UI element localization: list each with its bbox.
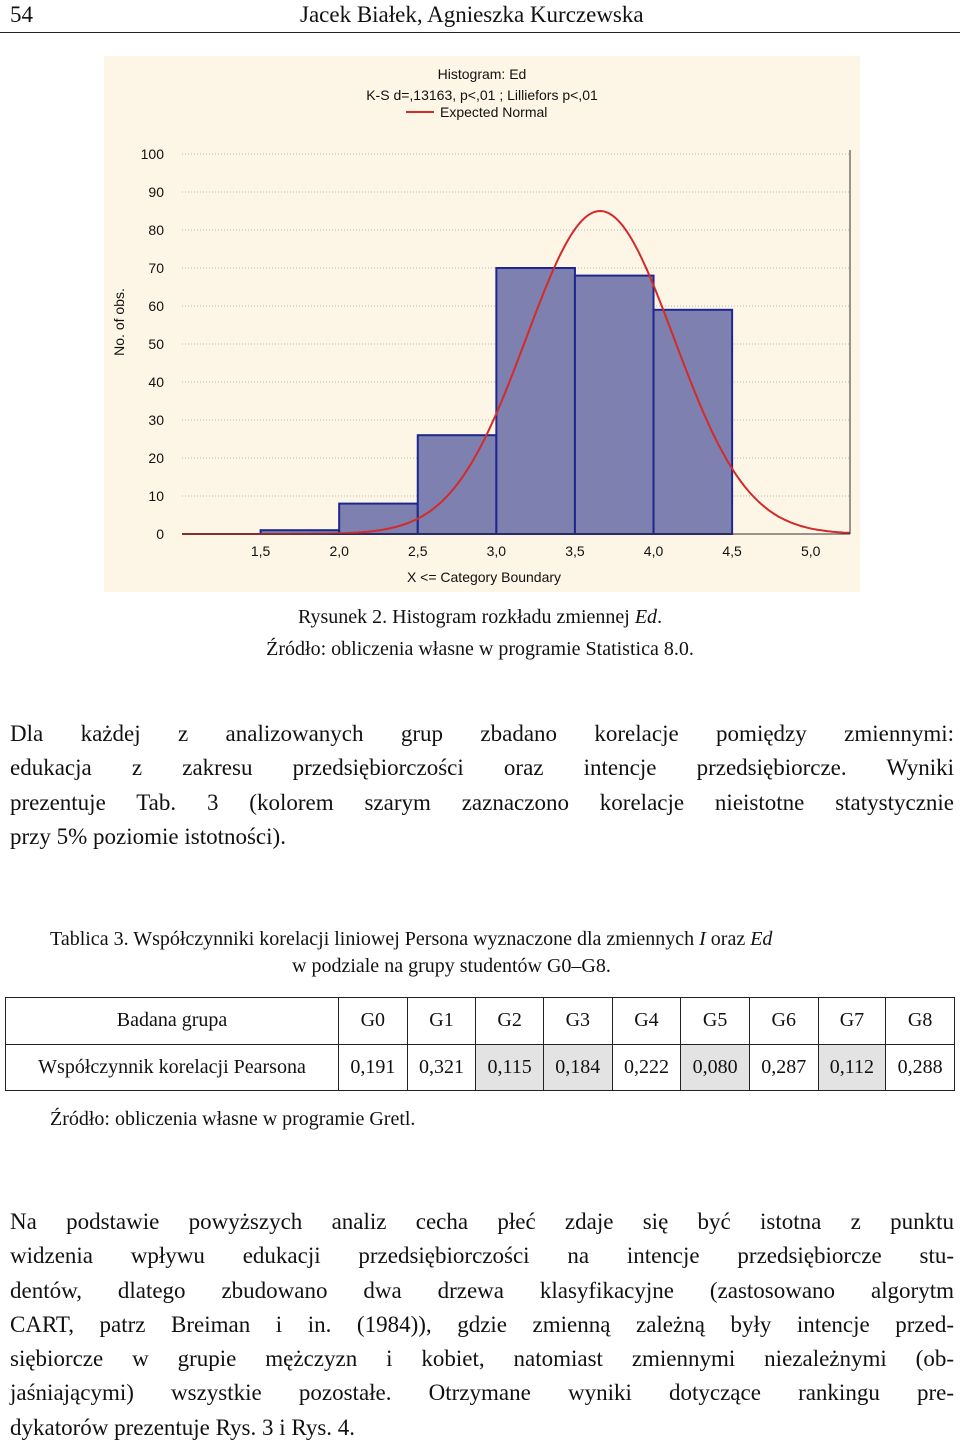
y-tick-label: 50 — [148, 336, 164, 352]
table-header-cell: G2 — [476, 998, 544, 1045]
x-tick-label: 3,0 — [486, 543, 507, 559]
x-tick-label: 4,0 — [643, 543, 664, 559]
chart-title: Histogram: Ed — [437, 66, 527, 82]
table-caption-line2: w podziale na grupy studentów G0–G8. — [292, 955, 611, 977]
histogram-figure — [104, 56, 860, 592]
paragraph-line: dykatorów prezentuje Rys. 3 i Rys. 4. — [10, 1414, 356, 1440]
table-caption-var-i: I — [699, 928, 706, 950]
table-row-label: Współczynnik korelacji Pearsona — [6, 1044, 339, 1091]
figure-caption-variable: Ed — [634, 606, 658, 628]
y-tick-label: 10 — [148, 488, 164, 504]
paragraph-line: Dla każdej z analizowanych grup zbadano korelacje pomiędzy zmiennymi: — [10, 721, 954, 746]
table-header-row — [6, 998, 955, 1045]
chart-subtitle: K-S d=,13163, p<,01 ; Lilliefors p<,01 — [366, 87, 598, 103]
paragraph-line: edukacja z zakresu przedsiębiorczości oraz intencje przedsiębiorcze. Wyniki — [10, 755, 954, 781]
y-tick-label: 60 — [148, 298, 164, 314]
histogram-bar — [496, 268, 575, 534]
paragraph-line: Na podstawie powyższych analiz cecha płeć zdaje się być istotna z punktu — [10, 1209, 954, 1234]
x-tick-label: 4,5 — [722, 543, 742, 559]
table-cell-nonsignificant: 0,184 — [543, 1044, 612, 1091]
figure-caption-prefix: Rysunek 2. Histogram rozkładu zmiennej — [297, 606, 635, 628]
table-cell-nonsignificant: 0,112 — [818, 1044, 886, 1091]
figure-caption-suffix: . — [657, 606, 663, 628]
y-tick-label: 0 — [156, 526, 164, 542]
paragraph-line: jaśniającymi) wszystkie pozostałe. Otrzymane wyniki dotyczące rankingu pre- — [10, 1380, 954, 1406]
paragraph-line: CART, patrz Breiman i in. (1984)), gdzie zmienną zależną były intencje przed- — [10, 1311, 954, 1337]
x-tick-label: 2,5 — [408, 543, 428, 559]
table-header-cell: G3 — [543, 998, 612, 1045]
table-caption-mid: oraz — [705, 928, 751, 950]
paragraph-line: przy 5% poziomie istotności). — [10, 823, 286, 849]
paragraph-line: siębiorcze w grupie mężczyzn i kobiet, natomiast zmiennymi niezależnymi (ob- — [10, 1346, 954, 1372]
table-cell: 0,321 — [407, 1044, 476, 1091]
y-tick-label: 70 — [148, 260, 164, 276]
table-source: Źródło: obliczenia własne w programie Gretl. — [50, 1108, 416, 1130]
table-caption — [0, 928, 960, 951]
x-tick-label: 2,0 — [329, 543, 349, 559]
histogram-bar — [575, 276, 654, 534]
figure-caption — [0, 606, 960, 629]
table-cell: 0,288 — [886, 1044, 955, 1091]
table-cell: 0,222 — [612, 1044, 681, 1091]
y-tick-label: 100 — [140, 146, 164, 162]
figure-source: Źródło: obliczenia własne w programie Statistica 8.0. — [266, 638, 694, 660]
x-axis-title: X <= Category Boundary — [406, 569, 562, 585]
x-tick-label: 3,5 — [565, 543, 585, 559]
paragraph-line: widzenia wpływu edukacji przedsiębiorczości na intencje przedsiębiorcze stu- — [10, 1243, 954, 1269]
table-header-cell: G8 — [886, 998, 955, 1045]
table-header-cell: G1 — [407, 998, 476, 1045]
paragraph-line: dentów, dlatego zbudowano dwa drzewa klasyfikacyjne (zastosowano algorytm — [10, 1277, 954, 1303]
table-header-cell: G7 — [818, 998, 886, 1045]
legend-label: Expected Normal — [440, 104, 548, 120]
histogram-chart — [104, 56, 860, 592]
table-row — [6, 1044, 955, 1091]
histogram-bar — [654, 310, 733, 534]
x-tick-label: 1,5 — [250, 543, 271, 559]
y-tick-label: 20 — [148, 450, 164, 466]
table-cell-nonsignificant: 0,115 — [476, 1044, 544, 1091]
table-caption-var-ed: Ed — [750, 928, 773, 950]
y-tick-label: 80 — [148, 222, 164, 238]
table-header-cell: Badana grupa — [6, 998, 339, 1045]
paragraph-line: prezentuje Tab. 3 (kolorem szarym zaznaczono korelacje nieistotne statystycznie — [10, 789, 954, 815]
table-header-cell: G6 — [749, 998, 818, 1045]
running-header — [0, 0, 960, 33]
page-number: 54 — [10, 2, 33, 27]
chart-bars — [261, 268, 733, 534]
y-axis-title: No. of obs. — [111, 288, 127, 356]
paragraph-trees — [10, 1205, 954, 1445]
correlation-table — [5, 997, 955, 1091]
y-tick-label: 40 — [148, 374, 164, 390]
y-tick-label: 30 — [148, 412, 164, 428]
paragraph-correlations — [10, 717, 954, 854]
x-tick-label: 5,0 — [800, 543, 821, 559]
table-cell: 0,287 — [749, 1044, 818, 1091]
table-header-cell: G5 — [681, 998, 750, 1045]
table-cell: 0,191 — [339, 1044, 408, 1091]
table-caption-prefix: Tablica 3. Współczynniki korelacji liniowej Persona wyznaczone dla zmiennych — [50, 928, 700, 950]
running-head-authors: Jacek Białek, Agnieszka Kurczewska — [300, 2, 644, 27]
table-cell-nonsignificant: 0,080 — [681, 1044, 750, 1091]
table-header-cell: G0 — [339, 998, 408, 1045]
table-header-cell: G4 — [612, 998, 681, 1045]
y-tick-label: 90 — [148, 184, 164, 200]
